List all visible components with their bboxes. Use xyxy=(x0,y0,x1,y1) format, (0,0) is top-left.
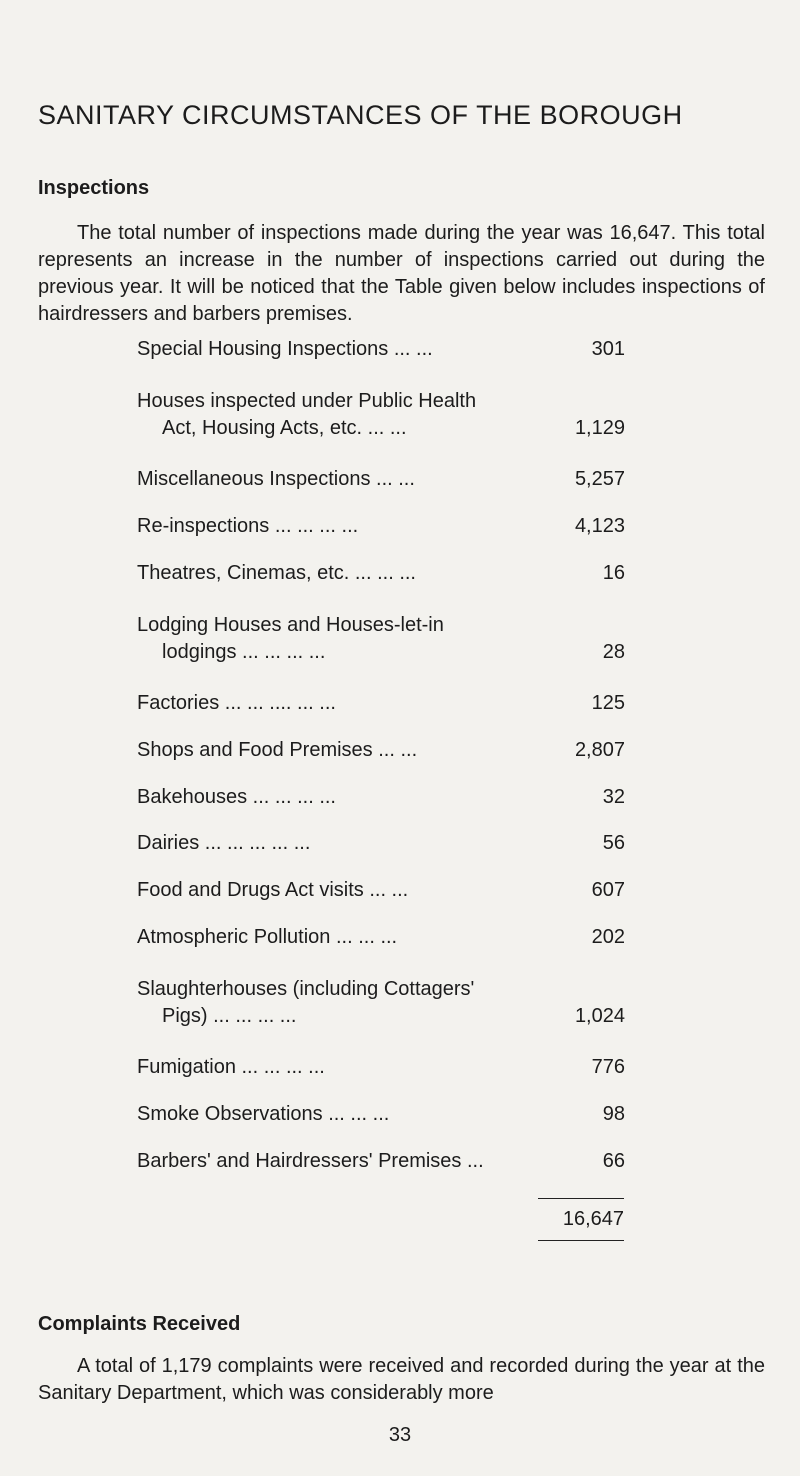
row-value: 56 xyxy=(602,832,625,854)
table-row xyxy=(137,513,625,540)
row-label: Food and Drugs Act visits ... ... xyxy=(137,879,409,901)
total-rule-bottom xyxy=(538,1240,624,1241)
row-label-continued: lodgings ... ... ... ... xyxy=(162,641,326,663)
inspections-total: 16,647 xyxy=(562,1208,624,1230)
row-label: Lodging Houses and Houses-let-in xyxy=(137,614,444,636)
table-row xyxy=(137,560,625,587)
row-label: Atmospheric Pollution ... ... ... xyxy=(137,926,398,948)
table-row xyxy=(137,877,625,904)
table-row xyxy=(137,1101,625,1128)
row-label: Dairies ... ... ... ... ... xyxy=(137,832,311,854)
table-row xyxy=(137,1054,625,1081)
row-label: Smoke Observations ... ... ... xyxy=(137,1103,390,1125)
page-number: 33 xyxy=(388,1424,412,1446)
row-value: 16 xyxy=(602,562,625,584)
row-label: Fumigation ... ... ... ... xyxy=(137,1056,325,1078)
total-rule-top xyxy=(538,1198,624,1199)
row-value: 301 xyxy=(591,338,625,360)
row-value: 5,257 xyxy=(574,468,625,490)
table-row xyxy=(137,466,625,493)
inspections-heading: Inspections xyxy=(38,177,150,199)
table-row xyxy=(137,924,625,951)
table-row xyxy=(137,737,625,764)
table-row xyxy=(137,830,625,857)
row-value: 2,807 xyxy=(574,739,625,761)
page-title: SANITARY CIRCUMSTANCES OF THE BOROUGH xyxy=(38,100,683,130)
table-row xyxy=(137,612,625,666)
table-row xyxy=(137,976,625,1030)
row-value: 202 xyxy=(591,926,625,948)
row-value: 125 xyxy=(591,692,625,714)
table-row xyxy=(137,1148,625,1175)
row-value: 1,024 xyxy=(574,1005,625,1027)
row-value: 4,123 xyxy=(574,515,625,537)
row-label: Bakehouses ... ... ... ... xyxy=(137,786,336,808)
table-row xyxy=(137,388,625,442)
row-label: Miscellaneous Inspections ... ... xyxy=(137,468,415,490)
row-label: Barbers' and Hairdressers' Premises ... xyxy=(137,1150,484,1172)
row-label: Factories ... ... .... ... ... xyxy=(137,692,336,714)
row-value: 32 xyxy=(602,786,625,808)
complaints-paragraph: A total of 1,179 complaints were received and recorded during the year at the Sanitary Department, which was considerably more xyxy=(38,1355,765,1404)
row-value: 98 xyxy=(602,1103,625,1125)
row-label: Slaughterhouses (including Cottagers' xyxy=(137,978,475,1000)
row-value: 1,129 xyxy=(574,417,625,439)
row-value: 776 xyxy=(591,1056,625,1078)
inspections-paragraph: The total number of inspections made during the year was 16,647. This total represents an increase in the number of inspections carried out during the previous year. It will be noticed that the Table given below includes inspections of hairdressers and barbers premises. xyxy=(38,222,765,325)
table-row xyxy=(137,690,625,717)
row-label: Houses inspected under Public Health xyxy=(137,390,477,412)
row-value: 66 xyxy=(602,1150,625,1172)
table-row xyxy=(137,336,625,363)
row-value: 607 xyxy=(591,879,625,901)
row-label: Theatres, Cinemas, etc. ... ... ... xyxy=(137,562,416,584)
table-row xyxy=(137,784,625,811)
complaints-heading: Complaints Received xyxy=(38,1313,241,1335)
row-label: Re-inspections ... ... ... ... xyxy=(137,515,359,537)
row-label-continued: Act, Housing Acts, etc. ... ... xyxy=(162,417,407,439)
row-label-continued: Pigs) ... ... ... ... xyxy=(162,1005,297,1027)
row-label: Special Housing Inspections ... ... xyxy=(137,338,433,360)
row-value: 28 xyxy=(602,641,625,663)
row-label: Shops and Food Premises ... ... xyxy=(137,739,418,761)
